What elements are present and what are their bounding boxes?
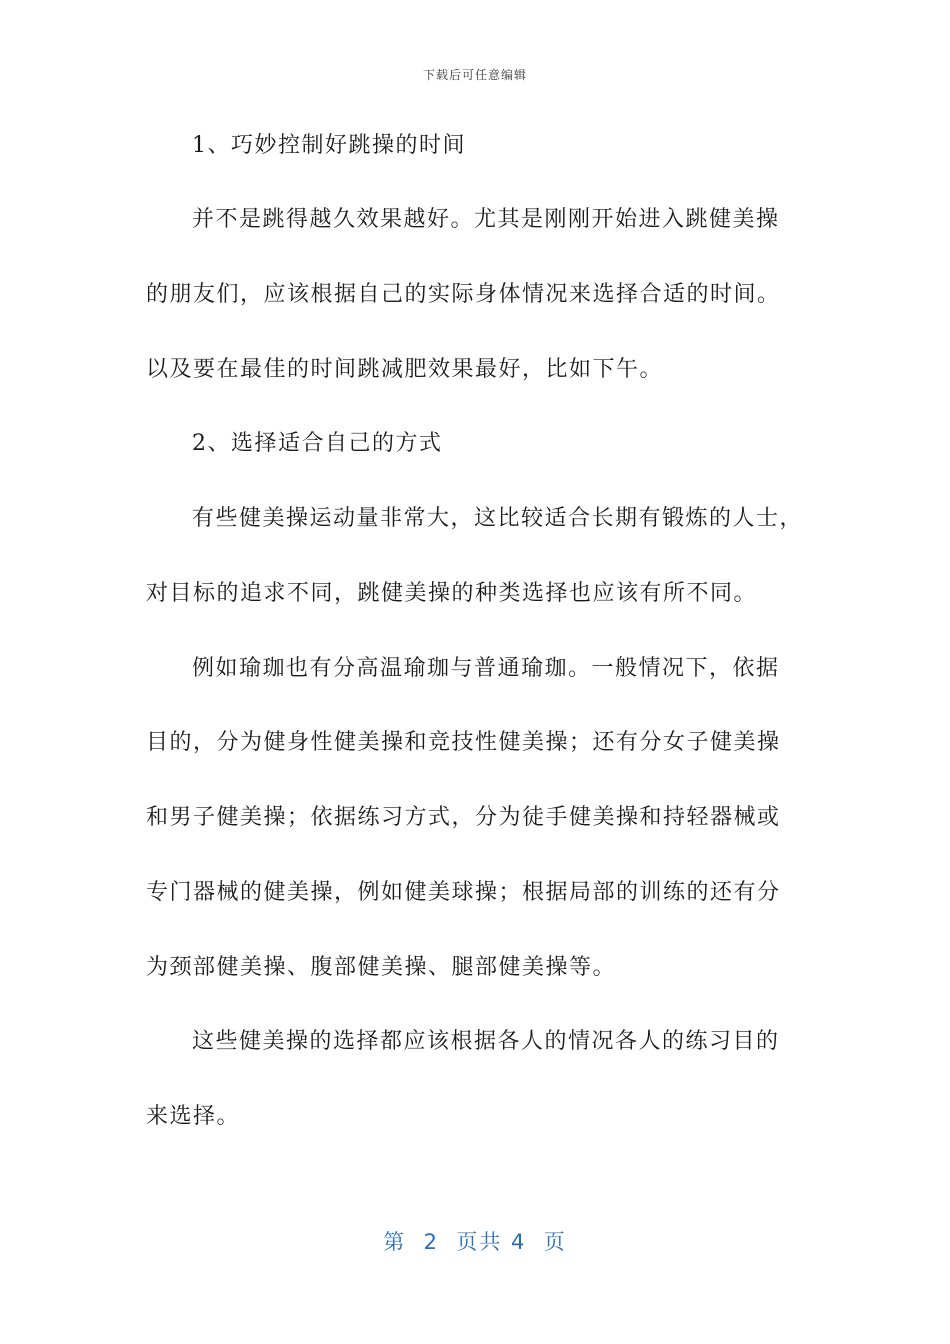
- heading-1: 1、巧妙控制好跳操的时间: [192, 133, 466, 158]
- paragraph-line: 来选择。: [146, 1104, 241, 1129]
- paragraph-line: 和男子健美操；依据练习方式，分为徒手健美操和持轻器械或: [146, 805, 781, 830]
- page-header: 下载后可任意编辑: [422, 68, 527, 82]
- paragraph-line: 这些健美操的选择都应该根据各人的情况各人的练习目的: [192, 1029, 780, 1054]
- page-footer: [0, 1226, 950, 1256]
- paragraph-line: 为颈部健美操、腹部健美操、腿部健美操等。: [146, 955, 617, 980]
- paragraph-line: 例如瑜珈也有分高温瑜珈与普通瑜珈。一般情况下，依据: [192, 656, 780, 681]
- heading-2: 2、选择适合自己的方式: [192, 431, 443, 456]
- paragraph-line: 以及要在最佳的时间跳减肥效果最好，比如下午。: [146, 357, 664, 382]
- paragraph-line: 专门器械的健美操，例如健美球操；根据局部的训练的还有分: [146, 880, 781, 905]
- page-number: 第 2 页共 4 页: [383, 1230, 567, 1254]
- paragraph-line: 对目标的追求不同，跳健美操的种类选择也应该有所不同。: [146, 581, 758, 606]
- paragraph-line: 有些健美操运动量非常大，这比较适合长期有锻炼的人士，: [192, 506, 804, 531]
- paragraph-line: 的朋友们，应该根据自己的实际身体情况来选择合适的时间。: [146, 282, 781, 307]
- paragraph-line: 并不是跳得越久效果越好。尤其是刚刚开始进入跳健美操: [192, 207, 780, 232]
- paragraph-line: 目的，分为健身性健美操和竞技性健美操；还有分女子健美操: [146, 730, 781, 755]
